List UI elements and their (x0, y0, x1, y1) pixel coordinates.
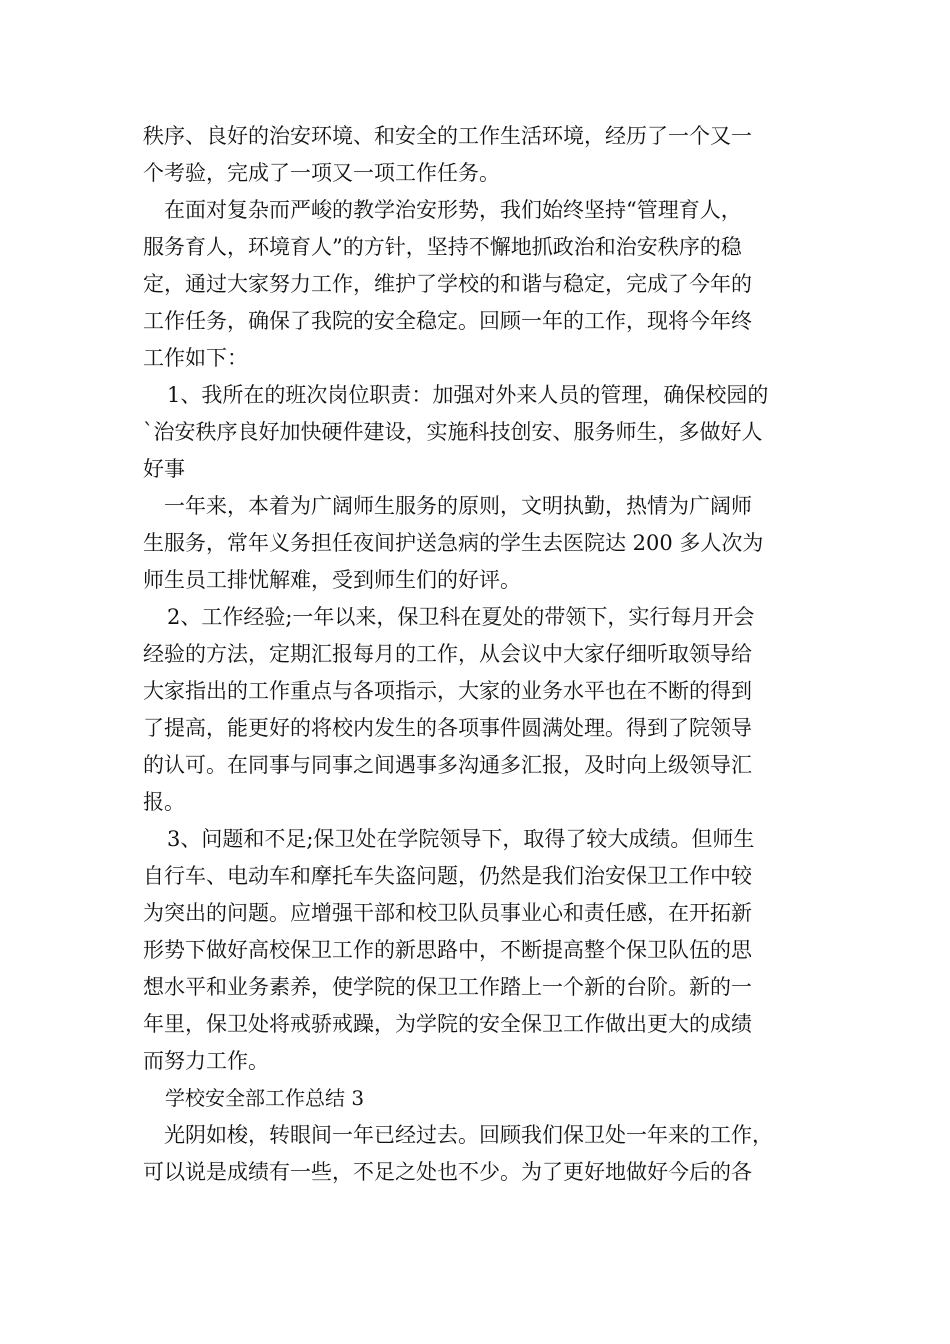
paragraph-start: 光阴如梭，转眼间一年已经过去。回顾我们保卫处一年来的工作， (164, 1123, 773, 1147)
text-line: 了提高，能更好的将校内发生的各项事件圆满处理。得到了院领导 (143, 716, 752, 740)
text-line: 形势下做好高校保卫工作的新思路中，不断提高整个保卫队伍的思 (143, 938, 752, 962)
text-line: 好事 (143, 457, 185, 481)
text-line: 秩序、良好的治安环境、和安全的工作生活环境，经历了一个又一 (143, 124, 752, 148)
list-item-2: 2、工作经验;一年以来，保卫科在夏处的带领下，实行每月开会 (167, 605, 755, 629)
section-heading: 学校安全部工作总结 3 (165, 1086, 365, 1110)
text-line: 服务育人，环境育人”的方针，坚持不懈地抓政治和治安秩序的稳 (143, 235, 742, 259)
text-line: 大家指出的工作重点与各项指示，大家的业务水平也在不断的得到 (143, 679, 752, 703)
text-line: 定，通过大家努力工作，维护了学校的和谐与稳定，完成了今年的 (143, 272, 752, 296)
text-line: 为突出的问题。应增强干部和校卫队员事业心和责任感，在开拓新 (143, 901, 752, 925)
text-line: 可以说是成绩有一些，不足之处也不少。为了更好地做好今后的各 (143, 1160, 752, 1184)
text-line: 师生员工排忧解难，受到师生们的好评。 (143, 568, 521, 592)
text-line: 工作任务，确保了我院的安全稳定。回顾一年的工作，现将今年终 (143, 309, 752, 333)
text-line: 想水平和业务素养，使学院的保卫工作踏上一个新的台阶。新的一 (143, 975, 752, 999)
text-line: 经验的方法，定期汇报每月的工作，从会议中大家仔细听取领导给 (143, 642, 752, 666)
paragraph-start: 一年来，本着为广阔师生服务的原则，文明执勤，热情为广阔师 (164, 494, 752, 518)
text-line: 自行车、电动车和摩托车失盗问题，仍然是我们治安保卫工作中较 (143, 864, 752, 888)
text-line: 的认可。在同事与同事之间遇事多沟通多汇报，及时向上级领导汇 (143, 753, 752, 777)
list-item-1: 1、我所在的班次岗位职责：加强对外来人员的管理，确保校园的 (167, 383, 769, 407)
text-line: 年里，保卫处将戒骄戒躁，为学院的安全保卫工作做出更大的成绩 (143, 1012, 752, 1036)
text-line: 而努力工作。 (143, 1049, 269, 1073)
list-item-3: 3、问题和不足;保卫处在学院领导下，取得了较大成绩。但师生 (167, 827, 755, 851)
text-line: 工作如下： (143, 346, 248, 370)
text-line: `治安秩序良好加快硬件建设，实施科技创安、服务师生，多做好人 (143, 420, 763, 444)
text-line: 个考验，完成了一项又一项工作任务。 (143, 161, 500, 185)
paragraph-start: 在面对复杂而严峻的教学治安形势，我们始终坚持“管理育人， (164, 198, 742, 222)
text-line: 报。 (143, 790, 185, 814)
text-line: 生服务，常年义务担任夜间护送急病的学生去医院达 200 多人次为 (143, 531, 764, 555)
